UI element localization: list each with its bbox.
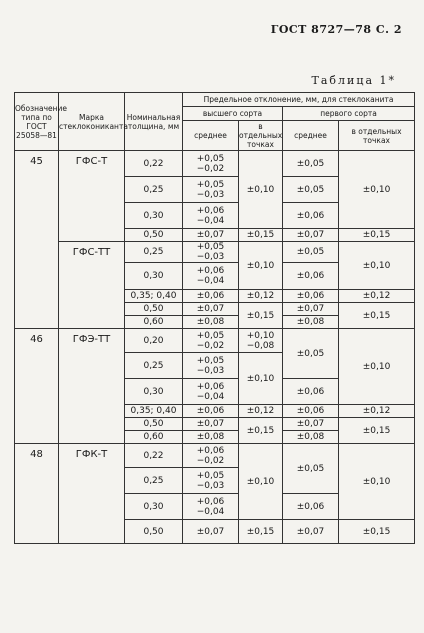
first-avg-cell: ±0,06 xyxy=(283,494,339,520)
thickness-cell: 0,30 xyxy=(125,263,183,290)
deviation-header: Предельное отклонение, мм, для стеклоканита xyxy=(183,93,415,107)
first-points-cell: ±0,10 xyxy=(339,444,415,520)
mark-cell: ГФС-Т xyxy=(59,151,125,242)
avg-cell: ±0,06 xyxy=(183,290,239,303)
thickness-cell: 0,25 xyxy=(125,468,183,494)
first-avg-cell: ±0,07 xyxy=(283,418,339,431)
points-cell: +0,10 −0,08 xyxy=(239,329,283,353)
thickness-cell: 0,25 xyxy=(125,353,183,379)
avg-cell: +0,06 −0,04 xyxy=(183,379,239,405)
first-avg-cell: ±0,06 xyxy=(283,379,339,405)
first-points-cell: ±0,12 xyxy=(339,290,415,303)
first-avg-cell: ±0,06 xyxy=(283,203,339,229)
type-cell: 46 xyxy=(15,329,59,444)
avg-cell: +0,05 −0,03 xyxy=(183,468,239,494)
first-points-cell: ±0,10 xyxy=(339,329,415,405)
thickness-cell: 0,50 xyxy=(125,303,183,316)
points-cell: ±0,10 xyxy=(239,353,283,405)
thickness-cell: 0,60 xyxy=(125,316,183,329)
avg-cell: ±0,08 xyxy=(183,316,239,329)
col-mark-header: Марка стеклоконикантa xyxy=(59,93,125,151)
first-points-cell: ±0,15 xyxy=(339,418,415,444)
avg-cell: +0,05 −0,02 xyxy=(183,151,239,177)
mark-cell: ГФС-ТТ xyxy=(59,242,125,329)
avg-cell: ±0,07 xyxy=(183,418,239,431)
first-points-cell: ±0,15 xyxy=(339,520,415,544)
thickness-cell: 0,50 xyxy=(125,418,183,431)
thickness-cell: 0,30 xyxy=(125,203,183,229)
thickness-cell: 0,50 xyxy=(125,520,183,544)
avg-cell: +0,05 −0,03 xyxy=(183,242,239,263)
first-avg-cell: ±0,05 xyxy=(283,444,339,494)
first-points-cell: ±0,12 xyxy=(339,405,415,418)
mark-cell: ГФЭ-ТТ xyxy=(59,329,125,444)
top-grade-header: высшего сорта xyxy=(183,107,283,121)
avg-cell: +0,06 −0,02 xyxy=(183,444,239,468)
first-points-cell: ±0,15 xyxy=(339,229,415,242)
points-cell: ±0,12 xyxy=(239,290,283,303)
first-avg-cell: ±0,05 xyxy=(283,329,339,379)
points-header: в отдельных точках xyxy=(339,121,415,151)
points-cell: ±0,15 xyxy=(239,418,283,444)
first-avg-cell: ±0,05 xyxy=(283,242,339,263)
thickness-cell: 0,22 xyxy=(125,151,183,177)
first-avg-cell: ±0,06 xyxy=(283,263,339,290)
avg-cell: +0,05 −0,03 xyxy=(183,353,239,379)
col-type-header: Обозначение типа по ГОСТ 25058—81 xyxy=(15,93,59,151)
tolerance-table xyxy=(14,92,415,544)
first-avg-cell: ±0,06 xyxy=(283,290,339,303)
first-avg-cell: ±0,08 xyxy=(283,316,339,329)
avg-cell: +0,05 −0,03 xyxy=(183,177,239,203)
col-thickness-header: Номинальная толщина, мм xyxy=(125,93,183,151)
avg-cell: +0,06 −0,04 xyxy=(183,203,239,229)
points-cell: ±0,15 xyxy=(239,520,283,544)
thickness-cell: 0,35; 0,40 xyxy=(125,405,183,418)
first-avg-cell: ±0,07 xyxy=(283,303,339,316)
first-avg-cell: ±0,06 xyxy=(283,405,339,418)
thickness-cell: 0,35; 0,40 xyxy=(125,290,183,303)
avg-cell: ±0,06 xyxy=(183,405,239,418)
thickness-cell: 0,30 xyxy=(125,379,183,405)
points-header: в отдельных точках xyxy=(239,122,283,149)
thickness-cell: 0,20 xyxy=(125,329,183,353)
points-cell: ±0,15 xyxy=(239,303,283,329)
first-avg-cell: ±0,05 xyxy=(283,177,339,203)
thickness-cell: 0,25 xyxy=(125,242,183,263)
thickness-cell: 0,60 xyxy=(125,431,183,444)
first-points-cell: ±0,10 xyxy=(339,242,415,290)
thickness-cell: 0,25 xyxy=(125,177,183,203)
avg-header: среднее xyxy=(283,121,339,151)
avg-header: среднее xyxy=(183,121,239,151)
avg-cell: +0,06 −0,04 xyxy=(183,263,239,290)
type-cell: 48 xyxy=(15,444,59,544)
first-avg-cell: ±0,08 xyxy=(283,431,339,444)
avg-cell: ±0,08 xyxy=(183,431,239,444)
first-points-cell: ±0,10 xyxy=(339,151,415,229)
first-avg-cell: ±0,05 xyxy=(283,151,339,177)
points-cell: ±0,10 xyxy=(239,444,283,520)
points-cell: ±0,10 xyxy=(239,242,283,290)
thickness-cell: 0,50 xyxy=(125,229,183,242)
avg-cell: +0,05 −0,02 xyxy=(183,329,239,353)
avg-cell: +0,06 −0,04 xyxy=(183,494,239,520)
page-header: ГОСТ 8727—78 С. 2 xyxy=(270,23,402,36)
avg-cell: ±0,07 xyxy=(183,229,239,242)
avg-cell: ±0,07 xyxy=(183,303,239,316)
thickness-cell: 0,22 xyxy=(125,444,183,468)
first-grade-header: первого сорта xyxy=(283,107,415,121)
first-avg-cell: ±0,07 xyxy=(283,520,339,544)
mark-cell: ГФК-Т xyxy=(59,444,125,544)
points-cell: ±0,15 xyxy=(239,229,283,242)
points-cell: ±0,10 xyxy=(239,151,283,229)
avg-cell: ±0,07 xyxy=(183,520,239,544)
thickness-cell: 0,30 xyxy=(125,494,183,520)
first-points-cell: ±0,15 xyxy=(339,303,415,329)
table-title: Таблица 1* xyxy=(311,74,396,87)
points-cell: ±0,12 xyxy=(239,405,283,418)
first-avg-cell: ±0,07 xyxy=(283,229,339,242)
type-cell: 45 xyxy=(15,151,59,329)
